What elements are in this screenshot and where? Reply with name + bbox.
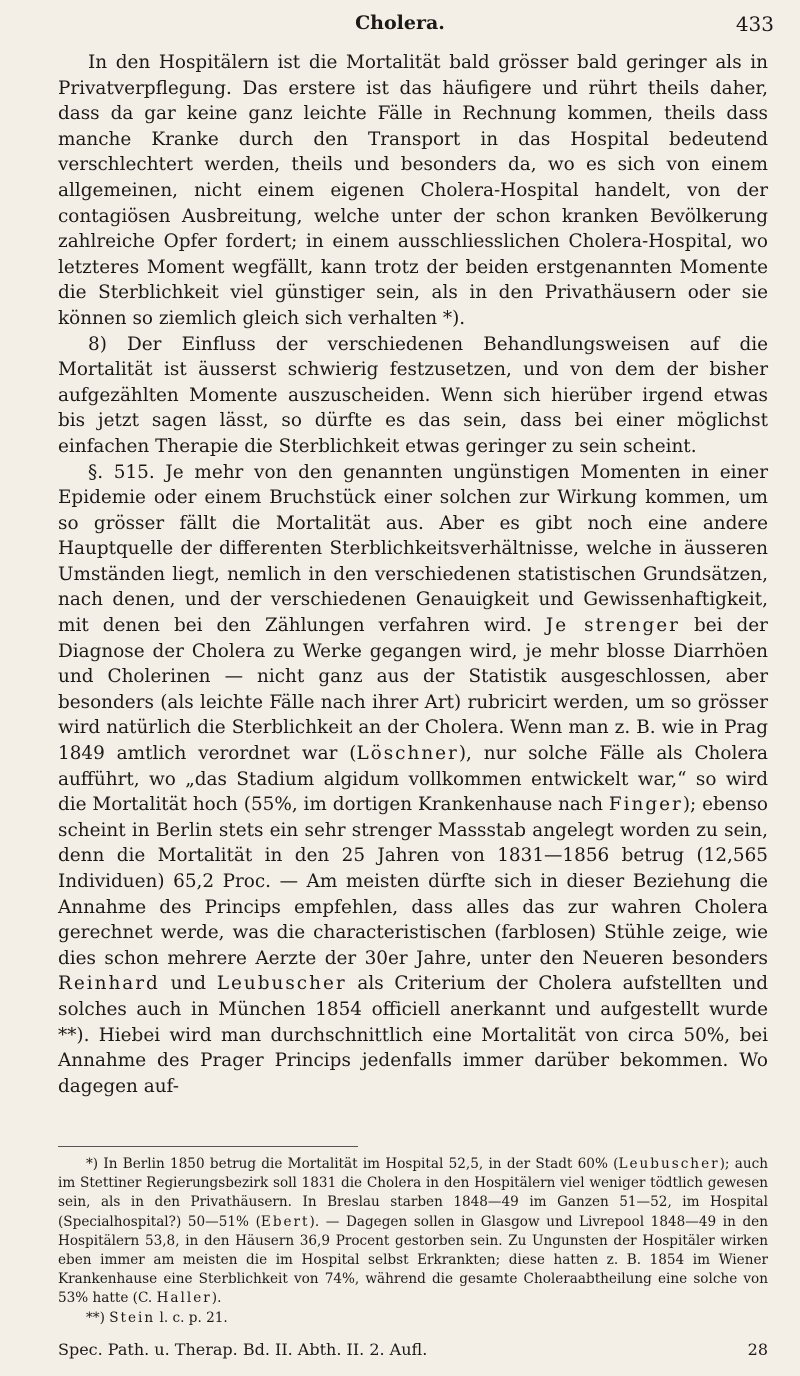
paragraph-treatment-influence: 8) Der Einfluss der verschiedenen Behandlungsweisen auf die Mortalität ist äusserst schwierig festzusetzen, und von dem der bisher aufgezählten Momente auszuscheiden. Wenn sich hierüber irgend etwas bis jetzt sagen lässt, so dürfte es das sein, dass bei einer möglichst einfachen Therapie die Sterblichkeit etwas geringer zu sein scheint. <box>58 333 768 457</box>
text-run: als Criterium der Cholera aufstellten und solches auch in München 1854 officiell anerkannt und aufgestellt wurde **). Hiebei wird man durchschnittlich eine Mortalität von circa 50%, bei Annahme des Prager Princips jedenfalls immer darüber bekommen. Wo dagegen auf- <box>58 973 768 1097</box>
text-run: ); ebenso scheint in Berlin stets ein sehr strenger Massstab angelegt worden zu sein, denn die Mortalität in den 25 Jahren von 1831—1856 betrug (12,565 Individuen) 65,2 Proc. — Am meisten dürfte sich in dieser Beziehung die Annahme des Princips empfehlen, dass alles das zur wahren Cholera gerechnet werde, was die characteristischen (farblosen) Stühle zeige, wie dies schon mehrere Aerzte der 30er Jahre, unter den Neueren besonders <box>58 794 768 969</box>
author-name: Ebert <box>260 1213 310 1230</box>
emphasis-text: Je strenger <box>545 615 680 637</box>
text-run: und <box>170 973 207 995</box>
text-run: *) In Berlin 1850 betrug die Mortalität im Hospital 52,5, in der Stadt 60% ( <box>86 1156 619 1172</box>
paragraph-hospital-mortality: In den Hospitälern ist die Mortalität bald grösser bald geringer als in Privatverpflegung. Das erstere ist das häufigere und rührt theils daher, dass da gar keine ganz leichte Fälle in Rechnung kommen, theils dass manche Kranke durch den Transport in das Hospital bedeutend verschlechtert werden, theils und besonders da, wo es sich von einem allgemeinen, nicht einem eigenen Cholera-Hospital handelt, von der contagiösen Ausbreitung, welche unter der schon kranken Bevölkerung zahlreiche Opfer fordert; in einem ausschliesslichen Cholera-Hospital, wo letzteres Moment wegfällt, kann trotz der beiden erstgenannten Momente die Sterblichkeit viel günstiger sein, als in den Privathäusern oder sie können so ziemlich gleich sich verhalten *). <box>58 52 768 329</box>
text-run: ); auch im Stettiner Regierungsbezirk soll 1831 die Cholera in den Hospitälern viel weniger tödtlich gewesen sein, als in den Privathäusern. In Breslau starben 1848—49 im Ganzen 51—52, im Hospital (Specialhospital?) 50—51% ( <box>58 1156 768 1230</box>
text-run: ). — Dagegen sollen in Glasgow und Livrepool 1848—49 in den Hospitälern 53,8, in den Häusern 36,9 Procent gestorben sein. Zu Ungunsten der Hospitäler wirken eben immer am meisten die im Hospital selbst Erkrankten; diese hatten z. B. 1854 im Wiener Krankenhause eine Sterblichkeit von 74%, während die gesamte Choleraabtheilung eine solche von 53% hatte (C. <box>58 1213 768 1307</box>
main-text <box>58 50 768 1099</box>
author-name: Leubuscher <box>618 1156 720 1172</box>
page-header <box>0 8 800 38</box>
signature-mark: 28 <box>747 1340 768 1359</box>
text-run: **) <box>86 1309 105 1326</box>
footnote-1 <box>58 1155 768 1309</box>
page-number: 433 <box>735 12 774 36</box>
book-reference: Spec. Path. u. Therap. Bd. II. Abth. II. 2. Aufl. <box>58 1340 428 1359</box>
footnote-divider <box>58 1146 358 1147</box>
running-title: Cholera. <box>355 12 445 34</box>
text-run: l. c. p. 21. <box>159 1309 228 1326</box>
text-run: ), nur solche Fälle als Cholera aufführt, wo „das Stadium algidum vollkommen entwickelt war,“ so wird die Mortalität hoch (55%, im dortigen Krankenhause nach <box>58 743 768 816</box>
page-footer <box>58 1340 768 1364</box>
author-name: Leubuscher <box>216 973 347 995</box>
author-name: Finger <box>608 794 683 816</box>
text-run: bei der Diagnose der Cholera zu Werke gegangen wird, <box>58 615 768 662</box>
footnote-2 <box>58 1309 768 1328</box>
text-run: §. 515. Je mehr von den genannten ungünstigen Momenten in einer Epidemie oder einem Bruchstück einer solchen zur Wirkung kommen, um so grösser fällt die Mortalität aus. Aber es gibt noch eine andere Hauptquelle der differenten Sterblichkeitsverhältnisse, welche in äusseren Umständen liegt, nemlich in den verschiedenen statistischen Grundsätzen, nach denen, und der verschiedenen Genauigkeit und Gewissenhaftigkeit, mit denen bei den Zählungen verfahren wird. <box>58 461 768 637</box>
author-name: Löschner <box>356 743 459 765</box>
text-run: ). <box>211 1290 222 1307</box>
paragraph-section-515 <box>58 460 768 1100</box>
author-name: Haller <box>156 1290 212 1307</box>
author-name: Reinhard <box>58 973 160 995</box>
author-name: Stein <box>109 1309 156 1326</box>
footnotes <box>58 1155 768 1328</box>
text-run: je mehr blosse Diarrhöen und Cholerinen — nicht ganz aus der Statistik ausgeschlossen, aber besonders (als leichte Fälle nach ihrer Art) rubricirt werden, um so grösser wird natürlich die Sterblichkeit an der Cholera. Wenn man z. B. wie in Prag 1849 amtlich verordnet war ( <box>58 640 768 765</box>
